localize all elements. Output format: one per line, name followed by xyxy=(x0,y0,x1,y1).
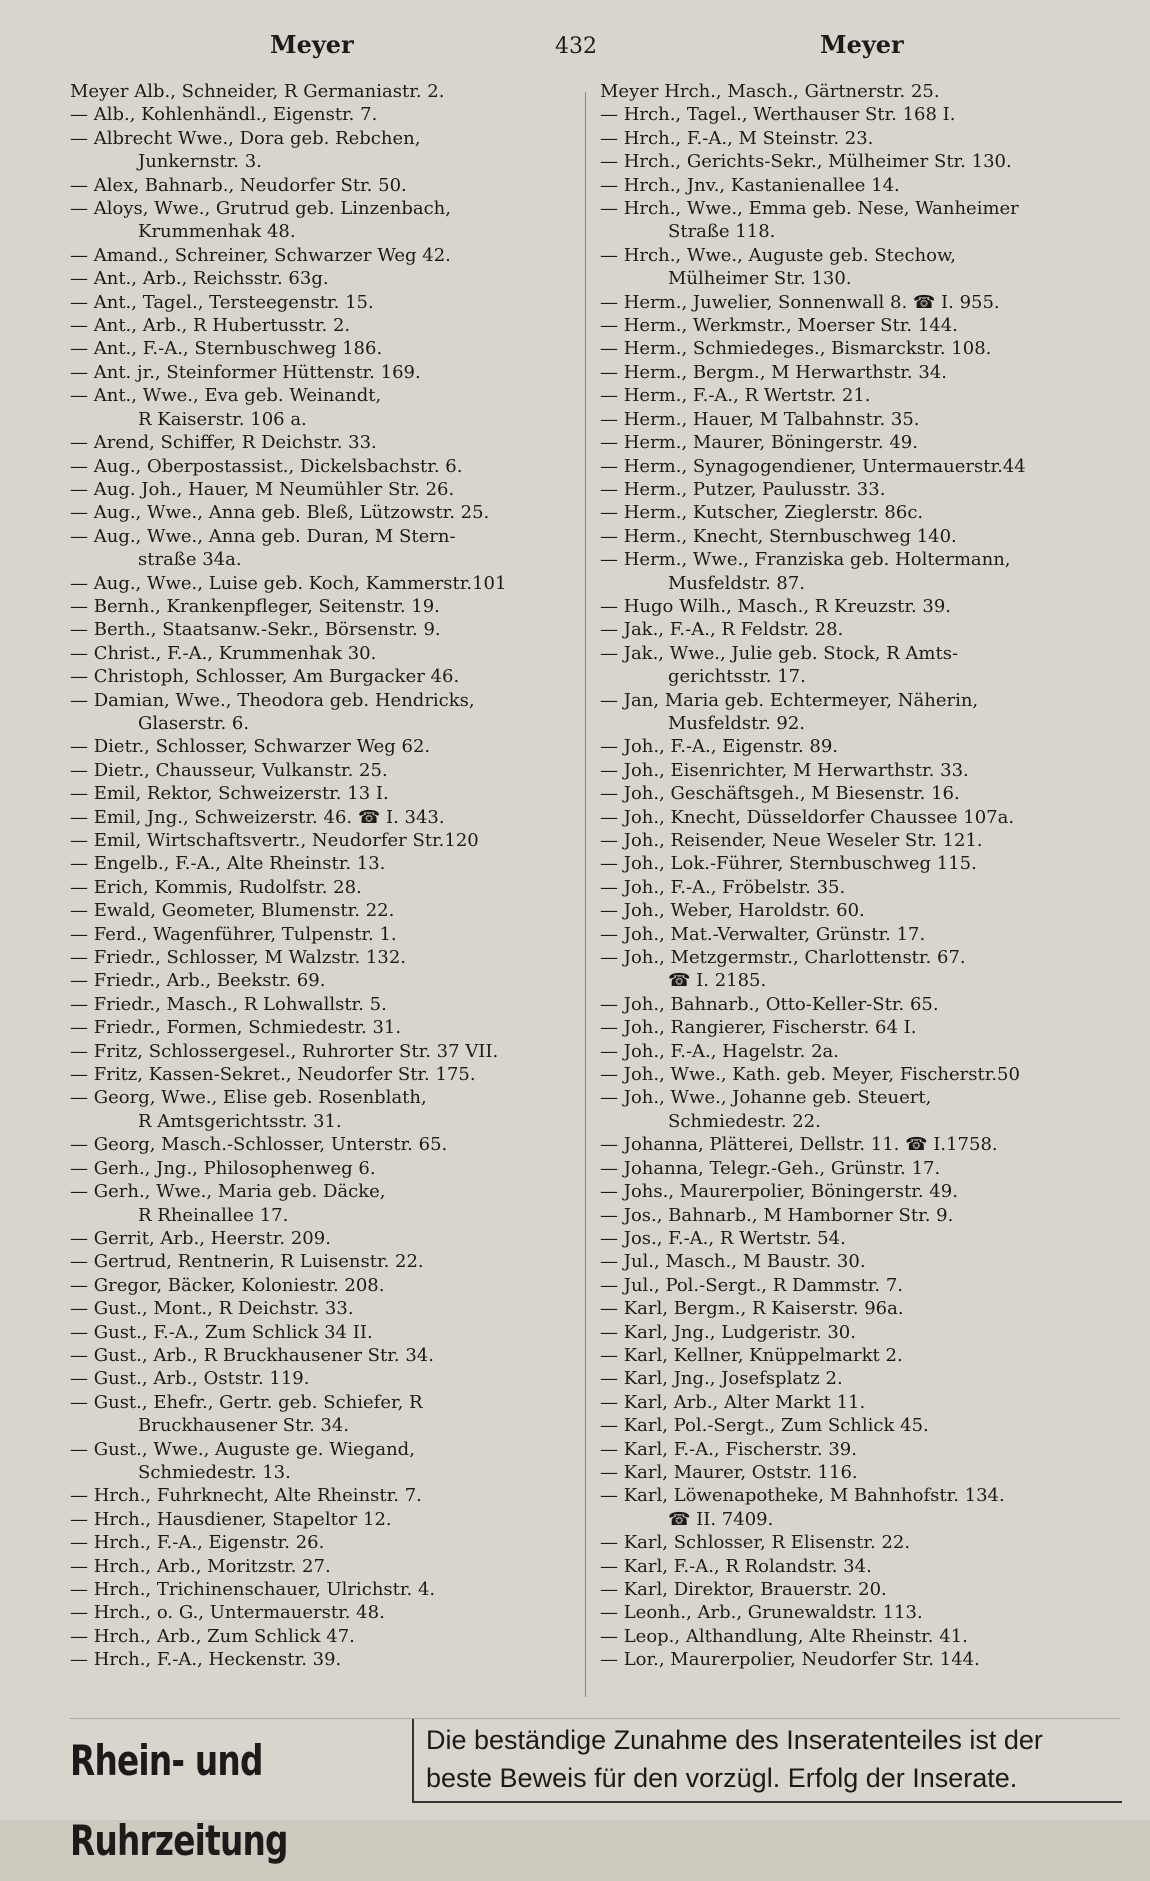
directory-entry: — Joh., Lok.-Führer, Sternbuschweg 115. xyxy=(600,853,977,875)
directory-entry: — Karl, Jng., Josefsplatz 2. xyxy=(600,1368,843,1390)
directory-entry: — Gust., Mont., R Deichstr. 33. xyxy=(70,1298,354,1320)
directory-entry: — Joh., Mat.-Verwalter, Grünstr. 17. xyxy=(600,923,926,945)
directory-entry: — Johanna, Plätterei, Dellstr. 11. ☎ I.1758. xyxy=(600,1134,998,1156)
directory-entry: — Joh., Rangierer, Fischerstr. 64 I. xyxy=(600,1017,917,1039)
directory-entry: — Joh., Metzgermstr., Charlottenstr. 67. xyxy=(600,947,966,969)
directory-entry: — Karl, Maurer, Oststr. 116. xyxy=(600,1461,858,1483)
directory-entry: — Gerh., Wwe., Maria geb. Däcke, xyxy=(70,1181,386,1203)
directory-entry: R Amtsgerichtsstr. 31. xyxy=(138,1110,342,1132)
directory-entry: — Gust., Wwe., Auguste ge. Wiegand, xyxy=(70,1438,415,1460)
directory-entry: — Herm., Wwe., Franziska geb. Holtermann, xyxy=(600,549,1011,571)
directory-entry: — Emil, Wirtschaftsvertr., Neudorfer Str.120 xyxy=(70,830,479,851)
directory-entry: — Johs., Maurerpolier, Böningerstr. 49. xyxy=(600,1181,958,1203)
directory-entry: — Jos., F.-A., R Wertstr. 54. xyxy=(600,1227,846,1249)
directory-entry: — Herm., Kutscher, Zieglerstr. 86c. xyxy=(600,502,924,524)
directory-entry: — Karl, Kellner, Knüppelmarkt 2. xyxy=(600,1344,903,1366)
directory-entry: — Hrch., Wwe., Auguste geb. Stechow, xyxy=(600,244,957,266)
directory-entry: — Karl, Arb., Alter Markt 11. xyxy=(600,1391,866,1413)
directory-entry: — Aug., Oberpostassist., Dickelsbachstr. 6. xyxy=(70,455,463,477)
directory-entry: — Aug., Wwe., Anna geb. Bleß, Lützowstr. 25. xyxy=(70,502,490,524)
directory-entry: — Joh., Wwe., Johanne geb. Steuert, xyxy=(600,1087,932,1109)
directory-entry: — Johanna, Telegr.-Geh., Grünstr. 17. xyxy=(600,1157,941,1179)
directory-entry: — Karl, F.-A., Fischerstr. 39. xyxy=(600,1438,857,1460)
directory-entry: — Gust., Arb., Oststr. 119. xyxy=(70,1368,310,1390)
directory-entry: ☎ I. 2185. xyxy=(668,970,767,992)
directory-entry: — Gregor, Bäcker, Koloniestr. 208. xyxy=(70,1274,385,1296)
directory-entry: — Hrch., Gerichts-Sekr., Mülheimer Str. 130. xyxy=(600,151,1012,173)
directory-entry: — Emil, Rektor, Schweizerstr. 13 I. xyxy=(70,783,389,805)
directory-entry: Musfeldstr. 87. xyxy=(668,572,806,594)
directory-entry: Schmiedestr. 22. xyxy=(668,1110,821,1132)
directory-entry: — Gerh., Jng., Philosophenweg 6. xyxy=(70,1157,376,1179)
directory-entry: — Jak., Wwe., Julie geb. Stock, R Amts- xyxy=(600,642,959,664)
directory-entry: — Hrch., Jnv., Kastanienallee 14. xyxy=(600,174,900,196)
directory-entry: Meyer Hrch., Masch., Gärtnerstr. 25. xyxy=(600,81,940,102)
advertisement xyxy=(70,1718,1120,1865)
directory-entry: Glaserstr. 6. xyxy=(138,712,250,734)
right-column xyxy=(600,80,1120,1672)
directory-entry: — Joh., Reisender, Neue Weseler Str. 121. xyxy=(600,830,983,851)
directory-entry: — Herm., Bergm., M Herwarthstr. 34. xyxy=(600,361,947,383)
directory-entry: — Gust., Arb., R Bruckhausener Str. 34. xyxy=(70,1344,434,1366)
directory-entry: — Aug. Joh., Hauer, M Neumühler Str. 26. xyxy=(70,478,455,500)
directory-entry: straße 34a. xyxy=(138,549,242,571)
directory-entry: — Karl, Direktor, Brauerstr. 20. xyxy=(600,1579,887,1600)
directory-entry: — Fritz, Kassen-Sekret., Neudorfer Str. 175. xyxy=(70,1064,476,1086)
directory-entry: — Joh., Weber, Haroldstr. 60. xyxy=(600,900,865,922)
directory-entry: — Friedr., Arb., Beekstr. 69. xyxy=(70,970,326,992)
directory-entry: — Alb., Kohlenhändl., Eigenstr. 7. xyxy=(70,104,378,126)
directory-entry: — Hrch., o. G., Untermauerstr. 48. xyxy=(70,1602,385,1624)
directory-entry: — Leop., Althandlung, Alte Rheinstr. 41. xyxy=(600,1625,968,1647)
directory-entry: — Aug., Wwe., Anna geb. Duran, M Stern- xyxy=(70,525,456,547)
directory-entry: — Hrch., F.-A., Eigenstr. 26. xyxy=(70,1532,325,1554)
directory-entry: — Gust., Ehefr., Gertr. geb. Schiefer, R xyxy=(70,1391,423,1413)
directory-entry: — Hrch., Tagel., Werthauser Str. 168 I. xyxy=(600,104,956,126)
directory-entry: — Hrch., Wwe., Emma geb. Nese, Wanheimer xyxy=(600,198,1019,220)
directory-entry: — Ant. jr., Steinformer Hüttenstr. 169. xyxy=(70,361,421,383)
directory-entry: — Arend, Schiffer, R Deichstr. 33. xyxy=(70,432,377,454)
directory-entry: — Berth., Staatsanw.-Sekr., Börsenstr. 9. xyxy=(70,619,441,641)
directory-entry: — Hrch., F.-A., M Steinstr. 23. xyxy=(600,127,874,149)
directory-entry: — Damian, Wwe., Theodora geb. Hendricks, xyxy=(70,689,475,711)
directory-entry: — Gertrud, Rentnerin, R Luisenstr. 22. xyxy=(70,1251,424,1273)
directory-entry: — Herm., F.-A., R Wertstr. 21. xyxy=(600,385,871,407)
directory-entry: Mülheimer Str. 130. xyxy=(668,268,852,290)
directory-entry: — Herm., Schmiedeges., Bismarckstr. 108. xyxy=(600,338,992,360)
ad-text-box xyxy=(412,1719,1122,1803)
directory-entry: — Joh., Bahnarb., Otto-Keller-Str. 65. xyxy=(600,993,939,1015)
ad-line-2: beste Beweis für den vorzügl. Erfolg der Inserate. xyxy=(426,1763,1018,1793)
directory-entry: — Jul., Masch., M Baustr. 30. xyxy=(600,1251,866,1273)
directory-entry: — Erich, Kommis, Rudolfstr. 28. xyxy=(70,876,362,898)
directory-entry: — Herm., Maurer, Böningerstr. 49. xyxy=(600,432,918,454)
directory-entry: — Joh., Eisenrichter, M Herwarthstr. 33. xyxy=(600,759,969,781)
ad-line-1: Die beständige Zunahme des Inseratenteiles ist der xyxy=(426,1725,1043,1755)
directory-entry: Straße 118. xyxy=(668,221,776,243)
directory-entry: — Herm., Putzer, Paulusstr. 33. xyxy=(600,478,886,500)
directory-entry: R Kaiserstr. 106 a. xyxy=(138,408,307,430)
directory-entry: — Fritz, Schlossergesel., Ruhrorter Str. 37 VII. xyxy=(70,1040,499,1062)
ad-brand: Rhein- und Ruhrzeitung xyxy=(70,1736,288,1865)
directory-entry: ☎ II. 7409. xyxy=(668,1508,774,1530)
directory-entry: — Hrch., Hausdiener, Stapeltor 12. xyxy=(70,1508,392,1530)
directory-entry: — Alex, Bahnarb., Neudorfer Str. 50. xyxy=(70,174,407,196)
directory-entry: — Herm., Knecht, Sternbuschweg 140. xyxy=(600,525,957,547)
directory-entry: — Hugo Wilh., Masch., R Kreuzstr. 39. xyxy=(600,595,952,617)
directory-entry: — Hrch., Arb., Moritzstr. 27. xyxy=(70,1555,331,1577)
directory-entry: — Hrch., Fuhrknecht, Alte Rheinstr. 7. xyxy=(70,1485,422,1507)
directory-entry: — Joh., Knecht, Düsseldorfer Chaussee 107a. xyxy=(600,806,1015,828)
directory-entry: — Emil, Jng., Schweizerstr. 46. ☎ I. 343. xyxy=(70,806,445,828)
directory-entry: — Joh., Wwe., Kath. geb. Meyer, Fischerstr.50 xyxy=(600,1064,1020,1086)
running-head-left: Meyer xyxy=(270,30,354,59)
running-head-right: Meyer xyxy=(820,30,904,59)
directory-entry: — Gerrit, Arb., Heerstr. 209. xyxy=(70,1227,331,1249)
directory-entry: — Aloys, Wwe., Grutrud geb. Linzenbach, xyxy=(70,198,451,220)
directory-entry: — Gust., F.-A., Zum Schlick 34 II. xyxy=(70,1321,373,1343)
directory-entry: — Hrch., F.-A., Heckenstr. 39. xyxy=(70,1649,342,1671)
directory-entry: — Lor., Maurerpolier, Neudorfer Str. 144. xyxy=(600,1649,980,1671)
directory-entry: — Herm., Werkmstr., Moerser Str. 144. xyxy=(600,315,958,337)
directory-entry: — Ferd., Wagenführer, Tulpenstr. 1. xyxy=(70,923,397,945)
directory-entry: — Karl, F.-A., R Rolandstr. 34. xyxy=(600,1555,872,1577)
directory-entry: — Karl, Schlosser, R Elisenstr. 22. xyxy=(600,1532,911,1554)
directory-entry: — Hrch., Arb., Zum Schlick 47. xyxy=(70,1625,355,1647)
directory-entry: Krummenhak 48. xyxy=(138,221,296,243)
directory-entry: — Georg, Masch.-Schlosser, Unterstr. 65. xyxy=(70,1134,448,1156)
directory-entry: — Christoph, Schlosser, Am Burgacker 46. xyxy=(70,666,460,688)
directory-entry: — Herm., Juwelier, Sonnenwall 8. ☎ I. 955. xyxy=(600,291,1000,313)
directory-entry: — Engelb., F.-A., Alte Rheinstr. 13. xyxy=(70,853,386,875)
directory-entry: — Friedr., Masch., R Lohwallstr. 5. xyxy=(70,993,387,1015)
directory-entry: — Jul., Pol.-Sergt., R Dammstr. 7. xyxy=(600,1274,904,1296)
directory-entry: — Christ., F.-A., Krummenhak 30. xyxy=(70,642,377,664)
directory-entry: — Herm., Synagogendiener, Untermauerstr.44 xyxy=(600,455,1026,477)
directory-entry: — Hrch., Trichinenschauer, Ulrichstr. 4. xyxy=(70,1579,436,1600)
directory-entry: — Ewald, Geometer, Blumenstr. 22. xyxy=(70,900,395,922)
directory-entry: — Friedr., Formen, Schmiedestr. 31. xyxy=(70,1017,402,1039)
directory-entry: — Jan, Maria geb. Echtermeyer, Näherin, xyxy=(600,689,979,711)
directory-entry: — Georg, Wwe., Elise geb. Rosenblath, xyxy=(70,1087,427,1109)
directory-entry: — Aug., Wwe., Luise geb. Koch, Kammerstr.101 xyxy=(70,572,507,594)
column-divider xyxy=(585,92,586,1697)
directory-entry: Schmiedestr. 13. xyxy=(138,1461,291,1483)
directory-entry: Musfeldstr. 92. xyxy=(668,712,806,734)
directory-entry: — Ant., Tagel., Tersteegenstr. 15. xyxy=(70,291,374,313)
directory-entry: — Ant., Wwe., Eva geb. Weinandt, xyxy=(70,385,382,407)
directory-entry: Junkernstr. 3. xyxy=(138,151,262,173)
directory-entry: — Karl, Löwenapotheke, M Bahnhofstr. 134. xyxy=(600,1485,1005,1507)
page-number: 432 xyxy=(555,34,597,59)
directory-entry: — Joh., F.-A., Eigenstr. 89. xyxy=(600,736,839,758)
directory-entry: — Ant., F.-A., Sternbuschweg 186. xyxy=(70,338,383,360)
left-column xyxy=(70,80,590,1672)
directory-entry: — Herm., Hauer, M Talbahnstr. 35. xyxy=(600,408,920,430)
directory-entry: — Joh., F.-A., Fröbelstr. 35. xyxy=(600,876,846,898)
directory-entry: — Dietr., Schlosser, Schwarzer Weg 62. xyxy=(70,736,431,758)
directory-entry: — Joh., Geschäftsgeh., M Biesenstr. 16. xyxy=(600,783,960,805)
directory-entry: R Rheinallee 17. xyxy=(138,1204,289,1226)
directory-entry: — Karl, Pol.-Sergt., Zum Schlick 45. xyxy=(600,1415,929,1437)
directory-entry: Meyer Alb., Schneider, R Germaniastr. 2. xyxy=(70,81,445,102)
directory-entry: — Karl, Bergm., R Kaiserstr. 96a. xyxy=(600,1298,904,1320)
directory-entry: — Ant., Arb., Reichsstr. 63g. xyxy=(70,268,329,290)
directory-entry: — Dietr., Chausseur, Vulkanstr. 25. xyxy=(70,759,388,781)
directory-entry: — Albrecht Wwe., Dora geb. Rebchen, xyxy=(70,127,421,149)
directory-entry: — Leonh., Arb., Grunewaldstr. 113. xyxy=(600,1602,923,1624)
directory-entry: Bruckhausener Str. 34. xyxy=(138,1415,350,1437)
directory-entry: — Joh., F.-A., Hagelstr. 2a. xyxy=(600,1040,839,1062)
directory-entry: — Jos., Bahnarb., M Hamborner Str. 9. xyxy=(600,1204,954,1226)
directory-entry: gerichtsstr. 17. xyxy=(668,666,806,688)
directory-entry: — Ant., Arb., R Hubertusstr. 2. xyxy=(70,315,351,337)
directory-entry: — Friedr., Schlosser, M Walzstr. 132. xyxy=(70,947,407,969)
directory-entry: — Karl, Jng., Ludgeristr. 30. xyxy=(600,1321,856,1343)
directory-entry: — Jak., F.-A., R Feldstr. 28. xyxy=(600,619,844,641)
directory-entry: — Bernh., Krankenpfleger, Seitenstr. 19. xyxy=(70,595,440,617)
directory-entry: — Amand., Schreiner, Schwarzer Weg 42. xyxy=(70,244,451,266)
